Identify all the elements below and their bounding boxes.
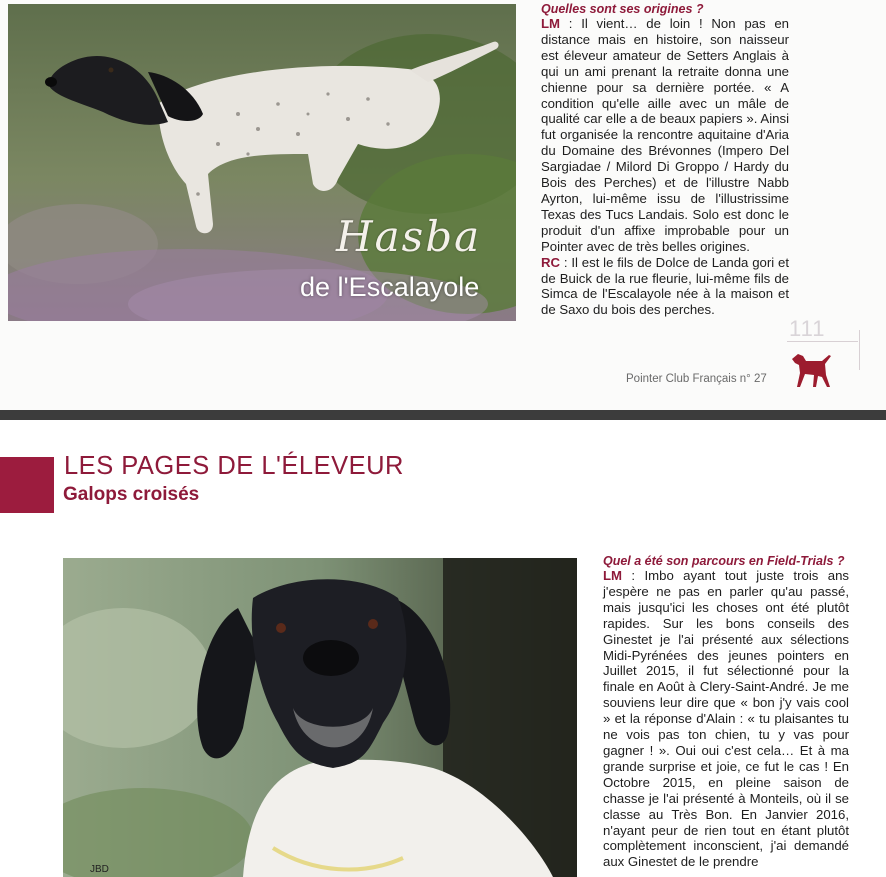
- article-column-top: [541, 2, 789, 318]
- speaker-lm: LM: [541, 16, 561, 31]
- speaker-lm: LM: [603, 568, 623, 583]
- pointer-photo-heather: [8, 4, 516, 321]
- answer-text-rc: : Il est le fils de Dolce de Landa gori et de Buick de la rue fleurie, lui-même fils de Simca de l'Escalayole née à la maison et de Saxo du bois des perches.: [541, 254, 789, 318]
- answer-paragraph-lm: [541, 16, 789, 255]
- section-title: LES PAGES DE L'ÉLEVEUR: [64, 452, 404, 480]
- pointer-logo-icon: [788, 345, 834, 391]
- pointer-portrait-photo: [63, 558, 577, 877]
- answer-paragraph-lm: [603, 568, 849, 870]
- speaker-rc: RC: [541, 254, 561, 270]
- question-heading: Quel a été son parcours en Field-Trials ?: [603, 554, 845, 568]
- photo-credit: JBD: [90, 864, 109, 875]
- question-heading: Quelles sont ses origines ?: [541, 2, 704, 16]
- folio-text: Pointer Club Français n° 27: [626, 373, 767, 385]
- answer-text-lm: : Imbo ayant tout juste trois ans j'espère ne pas en parler qu'au passé, mais jusqu'ici les choses ont été plutôt rapides. Sur les bons conseils des Ginestet je l'ai présenté aux sélections Midi-Pyrénées des jeunes pointers en Juillet 2015, il fut sélectionné pour la finale en Août à Clery-Saint-André. Je me souviens leur dire que « bon j'y vais cool » et la réponse d'Alain : « tu plaisantes tu ne vois pas ton chien, tu y vas pour gagner ! ». Oui oui c'est cela… Et à ma grande surprise et joie, ce fut le cas ! En Octobre 2015, en pleine saison de chasse je l'ai présenté à Monteils, où il se classe au Très Bon. En Janvier 2016, n'ayant peur de rien tout en étant plutôt complètement inconscient, j'ai demandé aux Ginestet de le prendre: [603, 568, 849, 870]
- page-divider: [0, 410, 886, 420]
- top-page: [0, 0, 886, 412]
- answer-paragraph-rc: [541, 255, 789, 319]
- section-accent-bar: [0, 457, 54, 513]
- article-column-bottom: [603, 554, 849, 870]
- photo-script-title: Hasba: [336, 212, 482, 261]
- page-number-rule: [787, 341, 858, 342]
- page-number: 111: [789, 316, 826, 341]
- page-number-tick: [859, 330, 860, 370]
- photo-subtitle: de l'Escalayole: [300, 272, 480, 302]
- answer-text-lm: : Il vient… de loin ! Non pas en distance mais en histoire, son naisseur est éleveur amateur de Setters Anglais à qui un ami prenant la retraite donna une chienne pour sa dernière portée. « A condition qu'elle aille avec un mâle de qualité car elle a de beaux papiers ». Ainsi fut organisée la rencontre aquitaine d'Aria du Domaine des Brévonnes (Impero Del Sargiadae / Milord Di Groppo / Hardy du Bois des Perches) et de l'illustre Nabb Ayrton, lui-même issu de l'illustrissime Texas des Tucs Landais. Solo est donc le produit d'un affixe improbable pour un Pointer avec de très belles origines.: [541, 16, 789, 254]
- section-subtitle: Galops croisés: [63, 484, 200, 505]
